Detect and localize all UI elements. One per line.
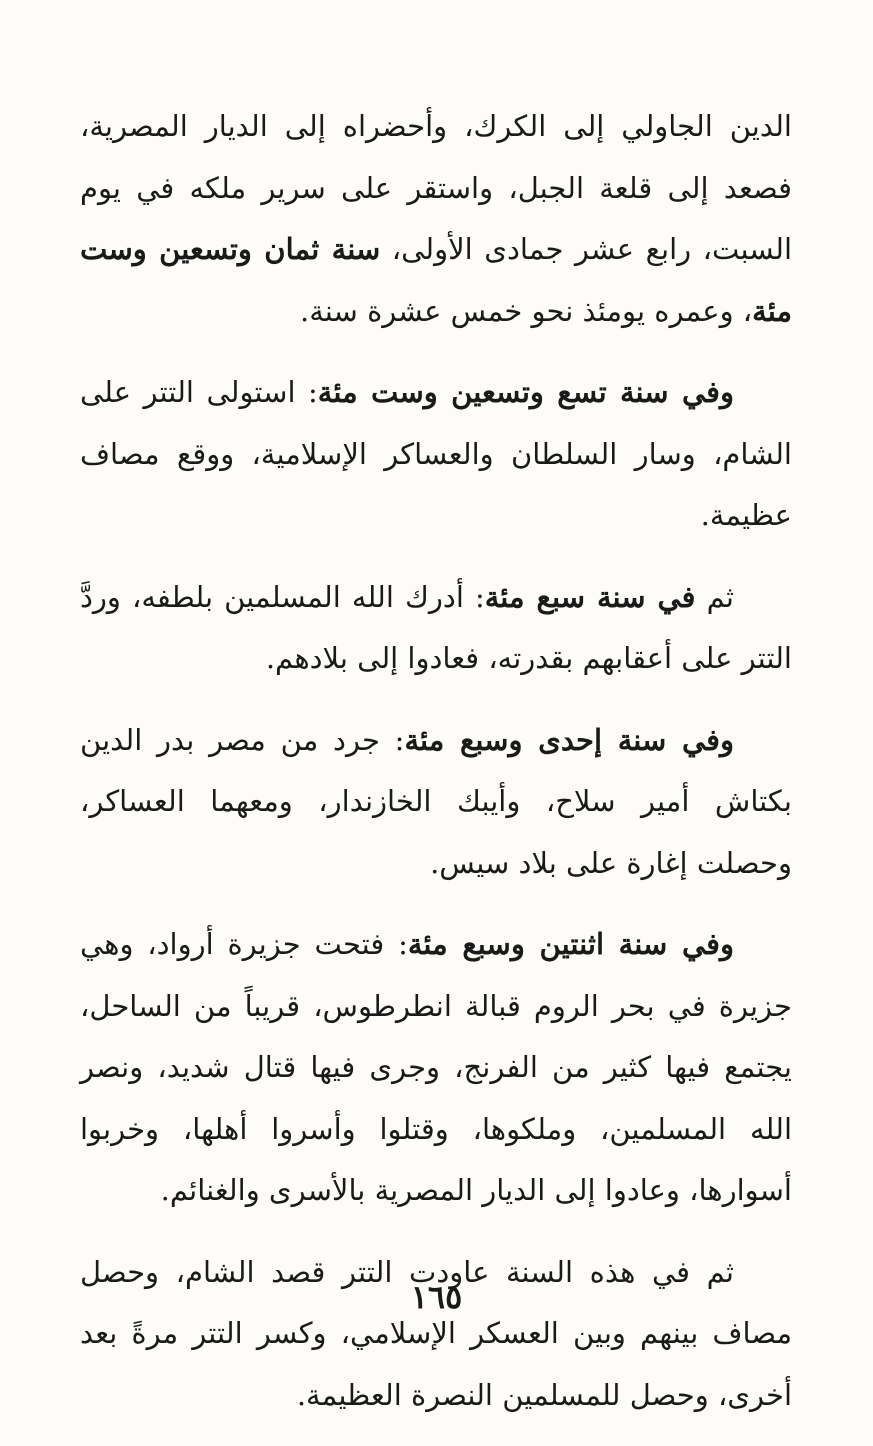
paragraph-6-text: ثم في هذه السنة عاودت التتر قصد الشام، وحصل مصاف بينهم وبين العسكر الإسلامي، وكسر التتر مرةً بعد أخرى، وحصل للمسلمين النصرة العظيمة. (80, 1254, 792, 1412)
paragraph-3-text-1: ثم (695, 579, 735, 614)
paragraph-3 (80, 567, 792, 690)
paragraph-5-text: : فتحت جزيرة أرواد، وهي جزيرة في بحر الروم قبالة انطرطوس، قريباً من الساحل، يجتمع فيها كثير من الفرنج، وجرى فيها قتال شديد، ونصر الله المسلمين، وملكوها، وقتلوا وأسروا أهلها، وخربوا أسوارها، وعادوا إلى الديار المصرية بالأسرى والغنائم. (80, 927, 792, 1207)
paragraph-5 (80, 914, 792, 1222)
paragraph-6 (80, 1242, 792, 1427)
paragraph-4-year-heading: وفي سنة إحدى وسبع مئة (404, 722, 735, 757)
paragraph-1 (80, 96, 792, 342)
paragraph-4-text: : جرد من مصر بدر الدين بكتاش أمير سلاح، وأيبك الخازندار، ومعهما العساكر، وحصلت إغارة على بلاد سيس. (80, 722, 792, 880)
paragraph-5-year-heading: وفي سنة اثنتين وسبع مئة (407, 927, 734, 961)
paragraph-3-text-2: : أدرك الله المسلمين بلطفه، وردَّ التتر على أعقابهم بقدرته، فعادوا إلى بلادهم. (80, 579, 792, 675)
paragraph-2-text: : استولى التتر على الشام، وسار السلطان والعساكر الإسلامية، ووقع مصاف عظيمة. (80, 375, 792, 532)
paragraph-4 (80, 710, 792, 895)
paragraph-2 (80, 362, 792, 547)
paragraph-1-text-1: الدين الجاولي إلى الكرك، وأحضراه إلى الديار المصرية، فصعد إلى قلعة الجبل، واستقر على سرير ملكه في يوم السبت، رابع عشر جمادى الأولى، (80, 109, 792, 266)
page-body (80, 96, 792, 1446)
paragraph-2-year-heading: وفي سنة تسع وتسعين وست مئة (317, 375, 734, 409)
paragraph-1-year-heading: سنة ثمان وتسعين وست مئة (80, 232, 792, 328)
page-number: ١٦٥ (410, 1278, 463, 1316)
paragraph-3-year-heading: في سنة سبع مئة (484, 579, 696, 614)
paragraph-1-text-2: ، وعمره يومئذ نحو خمس عشرة سنة. (300, 293, 753, 328)
